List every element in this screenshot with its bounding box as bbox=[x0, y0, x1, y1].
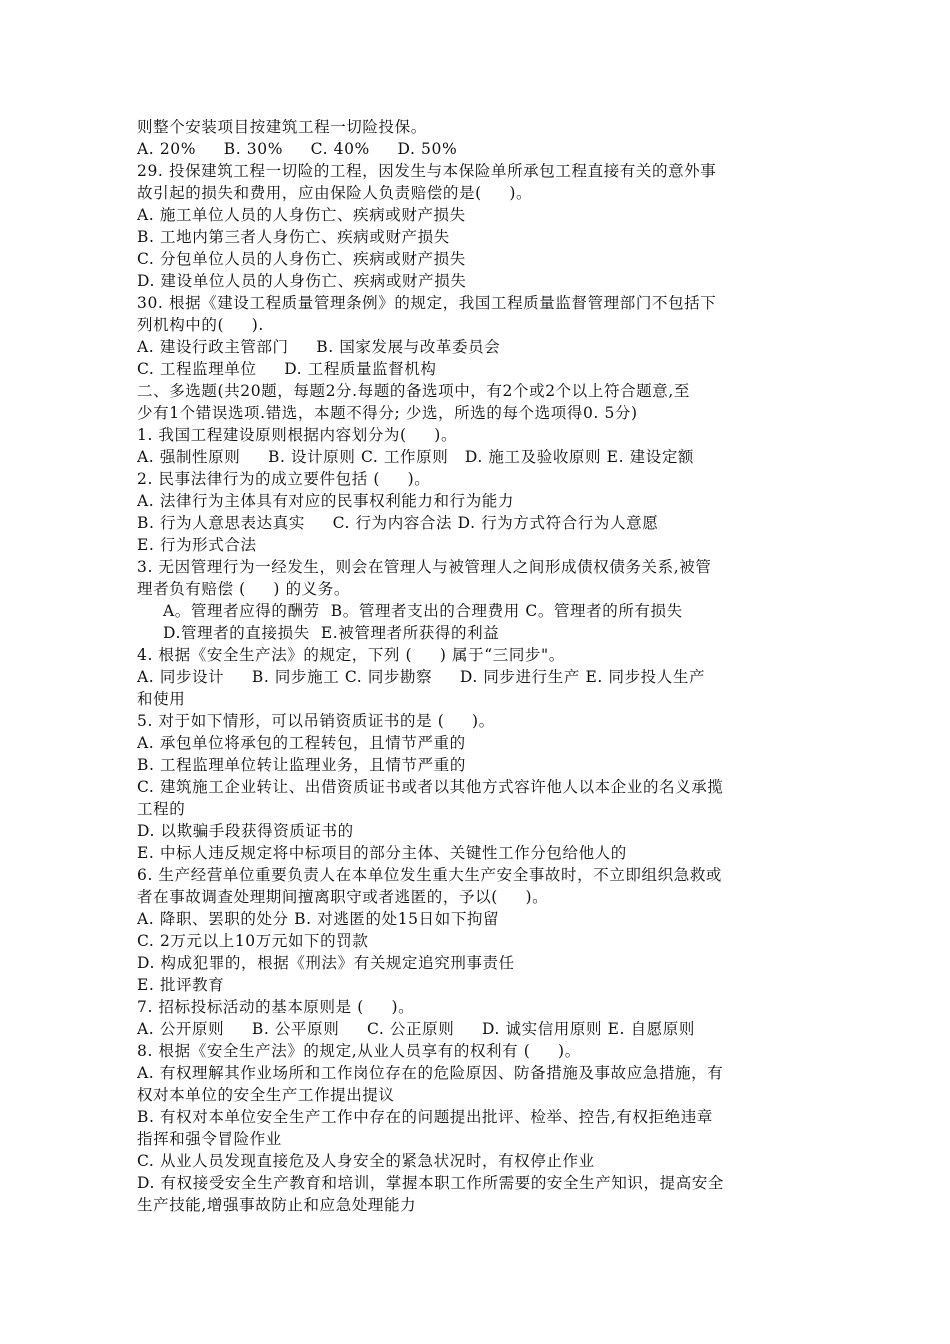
question-30-line: 30. 根据《建设工程质量管理条例》的规定，我国工程质量监督管理部门不包括下 bbox=[137, 294, 717, 312]
option-line: C. 分包单位人员的人身伤亡、疾病或财产损失 bbox=[137, 250, 466, 268]
question-line: 8. 根据《安全生产法》的规定,从业人员享有的权利有 ( )。 bbox=[137, 1042, 581, 1060]
option-line: A。管理者应得的酬劳 B。管理者支出的合理费用 C。管理者的所有损失 bbox=[163, 602, 683, 620]
text-line: 者在事故调查处理期间擅离职守或者逃匿的，予以( )。 bbox=[137, 888, 549, 906]
text-line: 生产技能,增强事故防止和应急处理能力 bbox=[137, 1196, 417, 1214]
option-line: A. 强制性原则 B. 设计原则 C. 工作原则 D. 施工及验收原则 E. 建设定额 bbox=[137, 448, 695, 466]
text-line: 和使用 bbox=[137, 690, 186, 708]
text-line: 理者负有赔偿 ( ) 的义务。 bbox=[137, 580, 350, 598]
question-line: 2. 民事法律行为的成立要件包括 ( )。 bbox=[137, 470, 431, 488]
option-line: A. 有权理解其作业场所和工作岗位存在的危险原因、防备措施及事故应急措施，有 bbox=[137, 1064, 724, 1082]
option-line: D. 有权接受安全生产教育和培训，掌握本职工作所需要的安全生产知识，提高安全 bbox=[137, 1174, 725, 1192]
option-line: D. 以欺骗手段获得资质证书的 bbox=[137, 822, 354, 840]
text-line: 故引起的损失和费用，应由保险人负责赔偿的是( )。 bbox=[137, 184, 533, 202]
option-line: A. 建设行政主管部门 B. 国家发展与改革委员会 bbox=[137, 338, 501, 356]
option-line: E. 行为形式合法 bbox=[137, 536, 257, 554]
document-page bbox=[137, 116, 837, 1216]
option-line: C. 从业人员发现直接危及人身安全的紧急状况时，有权停止作业 bbox=[137, 1152, 595, 1170]
question-line: 6. 生产经营单位重要负责人在本单位发生重大生产安全事故时，不立即组织急救或 bbox=[137, 866, 723, 884]
option-line: A. 同步设计 B. 同步施工 C. 同步勘察 D. 同步进行生产 E. 同步投人生产 bbox=[137, 668, 706, 686]
question-line: 1. 我国工程建设原则根据内容划分为( )。 bbox=[137, 426, 458, 444]
text-line: 则整个安装项目按建筑工程一切险投保。 bbox=[137, 118, 427, 136]
option-line: A. 公开原则 B. 公平原则 C. 公正原则 D. 诚实信用原则 E. 自愿原则 bbox=[137, 1020, 695, 1038]
question-29-line: 29. 投保建筑工程一切险的工程，因发生与本保险单所承包工程直接有关的意外事 bbox=[137, 162, 717, 180]
question-line: 5. 对于如下情形，可以吊销资质证书的是 ( )。 bbox=[137, 712, 495, 730]
option-line: A. 降职、罢职的处分 B. 对逃匿的处15日如下拘留 bbox=[137, 910, 500, 928]
option-line: C. 2万元以上10万元如下的罚款 bbox=[137, 932, 369, 950]
option-line: B. 行为人意思表达真实 C. 行为内容合法 D. 行为方式符合行为人意愿 bbox=[137, 514, 659, 532]
option-line: B. 有权对本单位安全生产工作中存在的问题提出批评、检举、控告,有权拒绝违章 bbox=[137, 1108, 713, 1126]
text-line: 权对本单位的安全生产工作提出提议 bbox=[137, 1086, 395, 1104]
question-line: 7. 招标投标活动的基本原则是 ( )。 bbox=[137, 998, 415, 1016]
option-line: B. 工程监理单位转让监理业务，且情节严重的 bbox=[137, 756, 466, 774]
option-line: A. 承包单位将承包的工程转包，且情节严重的 bbox=[137, 734, 466, 752]
option-line: E. 批评教育 bbox=[137, 976, 225, 994]
text-line: 列机构中的( ). bbox=[137, 316, 264, 334]
option-line: E. 中标人违反规定将中标项目的部分主体、关键性工作分包给他人的 bbox=[137, 844, 627, 862]
section-heading: 二、多选题(共20题，每题2分.每题的备选项中，有2个或2个以上符合题意,至 bbox=[137, 382, 691, 400]
option-line: D. 建设单位人员的人身伤亡、疾病或财产损失 bbox=[137, 272, 467, 290]
option-line: D.管理者的直接损失 E.被管理者所获得的利益 bbox=[163, 624, 500, 642]
option-line: A. 施工单位人员的人身伤亡、疾病或财产损失 bbox=[137, 206, 466, 224]
option-line: C. 建筑施工企业转让、出借资质证书或者以其他方式容许他人以本企业的名义承揽 bbox=[137, 778, 724, 796]
section-heading-cont: 少有1个错误选项.错选，本题不得分; 少选，所选的每个选项得0. 5分) bbox=[137, 404, 638, 422]
option-line: D. 构成犯罪的，根据《刑法》有关规定追究刑事责任 bbox=[137, 954, 515, 972]
text-line: 工程的 bbox=[137, 800, 186, 818]
option-line: A. 法律行为主体具有对应的民事权利能力和行为能力 bbox=[137, 492, 515, 510]
question-line: 4. 根据《安全生产法》的规定，下列 ( ) 属于“三同步"。 bbox=[137, 646, 565, 664]
question-line: 3. 无因管理行为一经发生，则会在管理人与被管理人之间形成债权债务关系,被管 bbox=[137, 558, 712, 576]
text-line: 指挥和强令冒险作业 bbox=[137, 1130, 282, 1148]
option-line: B. 工地内第三者人身伤亡、疾病或财产损失 bbox=[137, 228, 450, 246]
text-line: A. 20% B. 30% C. 40% D. 50% bbox=[137, 140, 458, 158]
option-line: C. 工程监理单位 D. 工程质量监督机构 bbox=[137, 360, 437, 378]
